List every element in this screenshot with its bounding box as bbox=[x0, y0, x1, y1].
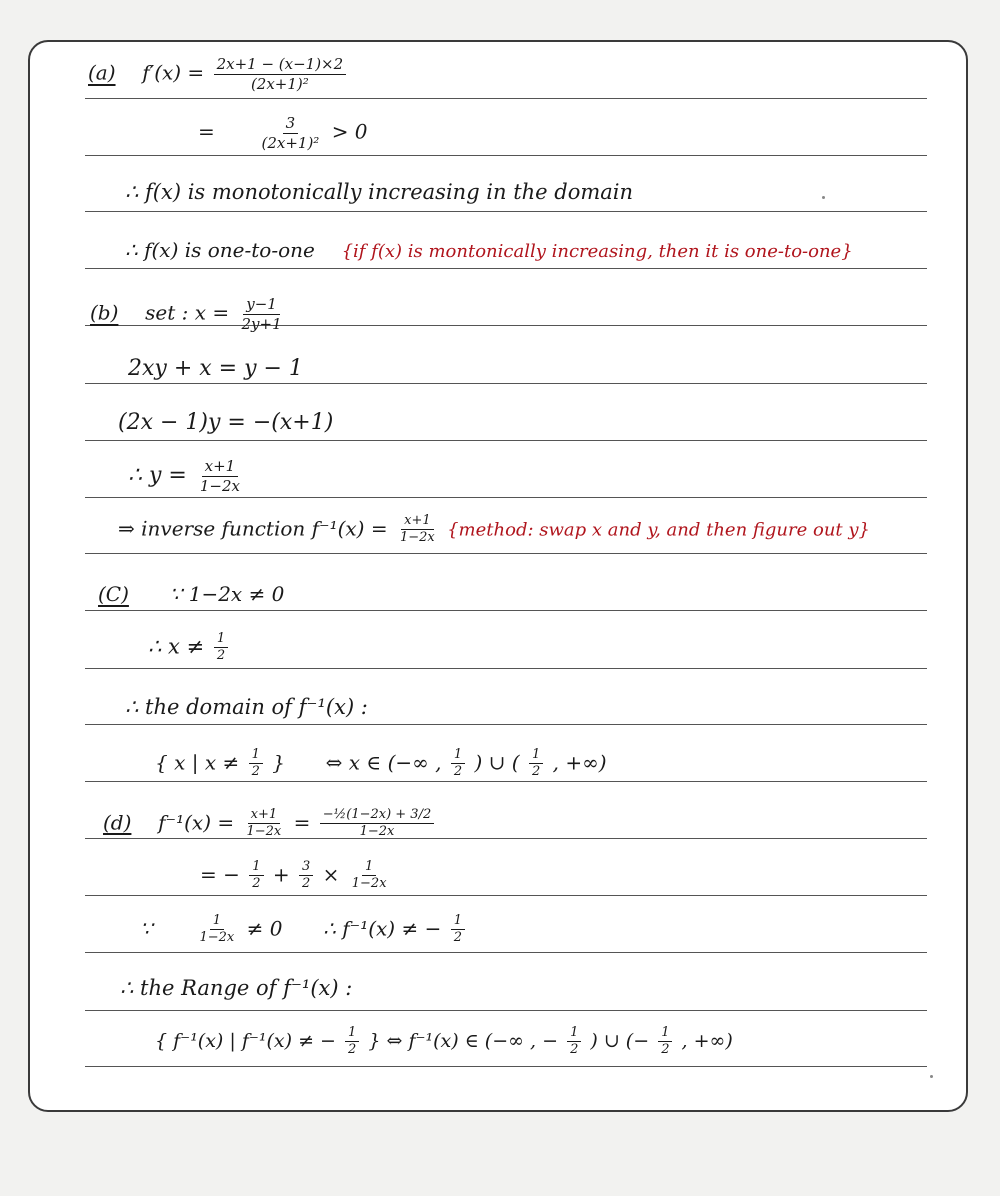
one-to-one-text: ∴ f(x) is one-to-one bbox=[125, 238, 315, 262]
part-b-label: (b) bbox=[90, 300, 119, 325]
interval-equiv: ⇔ x ∈ (−∞ , bbox=[325, 750, 442, 775]
rule-line bbox=[85, 781, 927, 782]
fraction-denominator: 2 bbox=[531, 764, 541, 780]
rule-line bbox=[85, 610, 927, 611]
part-d-because bbox=[140, 914, 468, 946]
rule-line bbox=[85, 268, 927, 269]
one-to-one-statement bbox=[125, 240, 853, 261]
simplified-fraction bbox=[258, 115, 322, 151]
fraction-numerator: x+1 bbox=[202, 458, 239, 477]
fraction-denominator: (2x+1)² bbox=[261, 133, 320, 152]
fraction-denominator: 1−2x bbox=[399, 530, 435, 546]
fraction-denominator: 1−2x bbox=[199, 930, 235, 946]
fraction-numerator: 1 bbox=[249, 860, 263, 876]
range-title-text: ∴ the Range of f⁻¹(x) : bbox=[120, 976, 353, 1000]
decompose-prefix: = − bbox=[200, 862, 240, 887]
monotonic-text: ∴ f(x) is monotonically increasing in the domain bbox=[125, 180, 634, 204]
set-text: set : x = bbox=[145, 300, 230, 325]
step1-text: 2xy + x = y − 1 bbox=[128, 356, 303, 381]
step3-fraction bbox=[197, 458, 243, 494]
half-fraction bbox=[249, 748, 263, 780]
fraction-numerator: 2x+1 − (x−1)×2 bbox=[214, 56, 347, 75]
half-fraction bbox=[567, 1026, 581, 1058]
part-a-label: (a) bbox=[88, 60, 116, 85]
fraction-numerator: 1 bbox=[214, 632, 228, 648]
fraction-numerator: 3 bbox=[299, 860, 313, 876]
fraction-denominator: 1−2x bbox=[359, 824, 395, 840]
set-fraction bbox=[238, 296, 284, 332]
therefore-text: ∴ x ≠ bbox=[148, 634, 205, 659]
fraction-denominator: 2 bbox=[252, 876, 261, 892]
fraction-numerator: 1 bbox=[658, 1026, 672, 1042]
fraction-numerator: 1 bbox=[210, 914, 224, 930]
half-fraction bbox=[451, 748, 465, 780]
rule-line bbox=[85, 98, 927, 99]
derivative-fraction bbox=[214, 56, 347, 92]
fraction-numerator: 1 bbox=[451, 748, 465, 764]
paper-speck bbox=[930, 1075, 933, 1078]
rule-line bbox=[85, 1066, 927, 1067]
derivative-lhs: f′(x) = bbox=[142, 60, 205, 85]
plus-sign: + bbox=[272, 862, 290, 887]
fraction-denominator: 2 bbox=[453, 764, 463, 780]
monotonic-statement bbox=[125, 182, 633, 203]
fraction-numerator: −½(1−2x) + 3/2 bbox=[320, 808, 434, 824]
rewritten-fraction bbox=[320, 808, 434, 840]
part-d-rewrite bbox=[103, 808, 437, 840]
range-set-open: { f⁻¹(x) | f⁻¹(x) ≠ − bbox=[155, 1029, 336, 1052]
three-halves-fraction bbox=[299, 860, 313, 892]
part-b-step2 bbox=[118, 412, 333, 434]
one-to-one-note: {if f(x) is montonically increasing, then it is one-to-one} bbox=[341, 241, 853, 262]
rule-line bbox=[85, 383, 927, 384]
step3-text: ∴ y = bbox=[128, 463, 187, 488]
fraction-numerator: x+1 bbox=[248, 808, 281, 824]
part-d-label: (d) bbox=[103, 810, 132, 835]
fraction-denominator: 2 bbox=[570, 1042, 579, 1058]
set-open: { x | x ≠ bbox=[155, 750, 240, 775]
fraction-numerator: y−1 bbox=[243, 296, 280, 315]
fraction-numerator: x+1 bbox=[401, 514, 434, 530]
part-b-set bbox=[90, 296, 288, 332]
inverse-lhs: f⁻¹(x) = bbox=[158, 810, 235, 835]
rule-line bbox=[85, 668, 927, 669]
step2-text: (2x − 1)y = −(x+1) bbox=[118, 410, 334, 435]
domain-title-text: ∴ the domain of f⁻¹(x) : bbox=[125, 695, 368, 719]
part-c-domain-set bbox=[155, 748, 607, 780]
part-a-simplified bbox=[198, 115, 368, 151]
fraction-denominator: 1−2x bbox=[246, 824, 282, 840]
half-fraction bbox=[658, 1026, 672, 1058]
part-b-result bbox=[118, 514, 870, 546]
rule-line bbox=[85, 895, 927, 896]
because-text: ∵ 1−2x ≠ 0 bbox=[169, 582, 285, 606]
rule-line bbox=[85, 952, 927, 953]
part-d-decompose bbox=[200, 860, 393, 892]
half-fraction bbox=[345, 1026, 359, 1058]
range-set-close: } bbox=[368, 1029, 381, 1052]
fraction-denominator: 1−2x bbox=[199, 476, 240, 495]
rule-line bbox=[85, 1010, 927, 1011]
part-c-because bbox=[98, 584, 284, 604]
part-d-range-title bbox=[120, 978, 352, 999]
fraction-numerator: 1 bbox=[249, 748, 263, 764]
reciprocal-fraction bbox=[349, 860, 390, 892]
part-c-domain-title bbox=[125, 697, 368, 718]
fraction-denominator: 2y+1 bbox=[241, 314, 282, 333]
range-interval-end: , +∞) bbox=[681, 1029, 733, 1052]
equals-sign: = bbox=[198, 119, 215, 144]
times-sign: × bbox=[322, 862, 340, 887]
rule-line bbox=[85, 155, 927, 156]
rule-line bbox=[85, 724, 927, 725]
half-fraction bbox=[214, 632, 228, 664]
equals-sign: = bbox=[293, 810, 311, 835]
fraction-numerator: 1 bbox=[451, 914, 465, 930]
fraction-numerator: 1 bbox=[529, 748, 543, 764]
comparison: > 0 bbox=[331, 119, 368, 144]
part-c-label: (C) bbox=[98, 582, 129, 606]
paper-speck bbox=[822, 196, 825, 199]
part-b-step1 bbox=[128, 358, 303, 380]
part-a-derivative bbox=[88, 56, 349, 92]
fraction-denominator: 2 bbox=[216, 648, 226, 664]
rule-line bbox=[85, 497, 927, 498]
range-interval-union: ) ∪ (− bbox=[590, 1029, 650, 1052]
part-b-step3 bbox=[128, 458, 246, 494]
fraction-denominator: 2 bbox=[453, 930, 462, 946]
interval-union: ) ∪ ( bbox=[474, 750, 520, 775]
set-close: } bbox=[272, 750, 285, 775]
fraction-numerator: 3 bbox=[283, 115, 299, 134]
range-interval-equiv: ⇔ f⁻¹(x) ∈ (−∞ , − bbox=[386, 1029, 559, 1052]
fraction-denominator: 2 bbox=[661, 1042, 670, 1058]
interval-end: , +∞) bbox=[552, 750, 607, 775]
half-fraction bbox=[451, 914, 465, 946]
part-d-range-set bbox=[155, 1026, 733, 1058]
inverse-fraction bbox=[243, 808, 284, 840]
rule-line bbox=[85, 553, 927, 554]
half-fraction bbox=[249, 860, 263, 892]
fraction-denominator: 1−2x bbox=[351, 876, 387, 892]
so-text: ∴ f⁻¹(x) ≠ − bbox=[323, 916, 442, 941]
fraction-numerator: 1 bbox=[345, 1026, 359, 1042]
because-sign: ∵ bbox=[140, 916, 153, 941]
fraction-numerator: 1 bbox=[362, 860, 376, 876]
result-fraction bbox=[397, 514, 438, 546]
fraction-denominator: (2x+1)² bbox=[250, 74, 309, 93]
fraction-denominator: 2 bbox=[302, 876, 311, 892]
reciprocal-fraction bbox=[196, 914, 237, 946]
method-note: {method: swap x and y, and then figure out y} bbox=[447, 519, 871, 541]
fraction-denominator: 2 bbox=[348, 1042, 357, 1058]
not-zero: ≠ 0 bbox=[246, 916, 283, 941]
fraction-numerator: 1 bbox=[567, 1026, 581, 1042]
rule-line bbox=[85, 440, 927, 441]
result-text: ⇒ inverse function f⁻¹(x) = bbox=[118, 516, 388, 541]
half-fraction bbox=[529, 748, 543, 780]
fraction-denominator: 2 bbox=[251, 764, 260, 780]
rule-line bbox=[85, 211, 927, 212]
part-c-therefore bbox=[148, 632, 231, 664]
